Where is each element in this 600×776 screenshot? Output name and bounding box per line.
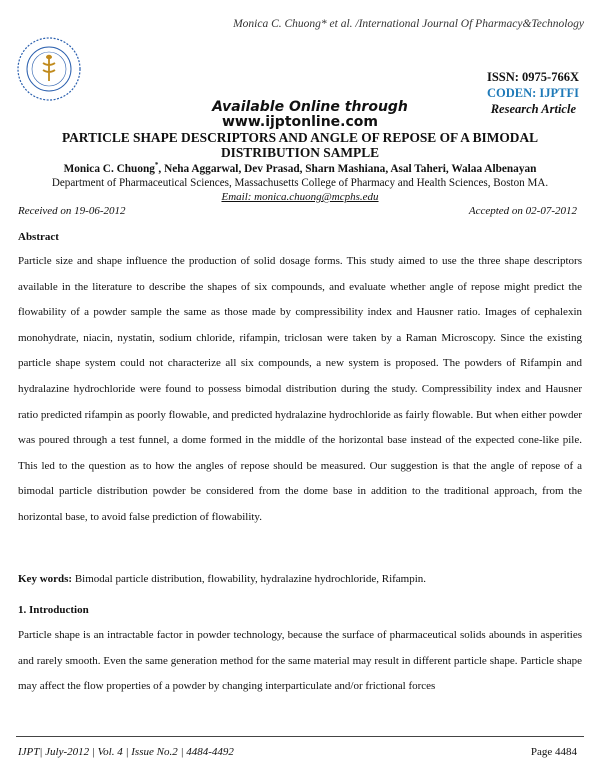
affiliation: Department of Pharmaceutical Sciences, Massachusetts College of Pharmacy and Health Sciences, Boston MA. (51, 177, 549, 189)
corresponding-mark: * (154, 161, 159, 169)
accepted-date: Accepted on 02-07-2012 (468, 205, 577, 217)
paper-title: PARTICLE SHAPE DESCRIPTORS AND ANGLE OF REPOSE OF A BIMODAL DISTRIBUTION SAMPLE (61, 130, 539, 160)
footer-citation: IJPT| July-2012 | Vol. 4 | Issue No.2 | 4484-4492 (18, 746, 234, 758)
journal-seal-icon (14, 34, 84, 104)
coden: CODEN: IJPTFI (486, 86, 579, 100)
email-line (0, 191, 600, 203)
page-number: Page 4484 (530, 746, 577, 758)
footer-divider (16, 736, 584, 737)
co-authors: , Neha Aggarwal, Dev Prasad, Sharn Mashiana, Asal Taheri, Walaa Albenayan (158, 162, 537, 175)
email-link[interactable]: Email: monica.chuong@mcphs.edu (221, 191, 379, 203)
keywords (18, 573, 426, 585)
keywords-label: Key words: (18, 573, 73, 585)
received-date: Received on 19-06-2012 (18, 205, 126, 217)
corresponding-author: Monica C. Chuong (63, 162, 155, 175)
article-type: Research Article (490, 102, 576, 116)
author-list (0, 161, 600, 175)
introduction-heading: 1. Introduction (18, 604, 89, 616)
running-head: Monica C. Chuong* et al. /International Journal Of Pharmacy&Technology (233, 18, 584, 30)
journal-website-link[interactable]: www.ijptonline.com (221, 114, 378, 130)
keywords-text: Bimodal particle distribution, flowability, hydralazine hydrochloride, Rifampin. (72, 573, 427, 585)
available-online-label: Available Online through (212, 99, 408, 115)
abstract-text: Particle size and shape influence the production of solid dosage forms. This study aimed to use the three shape descriptors available in the literature to describe the shapes of six compounds, and evaluate whether angle of repose might predict the flowability of a powder sample the same as those made by compressibility index and Hausner ratio. Images of cephalexin monohydrate, niacin, nystatin, sodium chloride, rifampin, triclosan were taken by a Raman Microscopy. Since the existing particle shape system could not characterize all six compounds, a new system is proposed. The powders of Rifampin and hydralazine hydrochloride were found to possess bimodal distribution during the study. Compressibility index and Hausner ratio predicted rifampin as poorly flowable, and predicted hydralazine hydrochloride as fairly flowable. But when either powder was poured through a test funnel, a dome formed in the middle of the horizontal base instead of the expected cone-like pile. This led to the question as to how the angles of repose should be measured. Our suggestion is that the angle of repose of a bimodal particle distribution powder be considered from the dome base in addition to the traditional approach, from the horizontal base, to avoid false prediction of flowability. (18, 255, 582, 523)
issn: ISSN: 0975-766X (486, 70, 579, 84)
introduction-text: Particle shape is an intractable factor in powder technology, because the surface of pharmaceutical solids abounds in asperities and rarely smooth. Even the same generation method for the same material may result in different particle shape. Particle shape may affect the flow properties of a powder by changing interparticulate and/or frictional forces (18, 629, 582, 693)
abstract-heading: Abstract (18, 231, 59, 243)
